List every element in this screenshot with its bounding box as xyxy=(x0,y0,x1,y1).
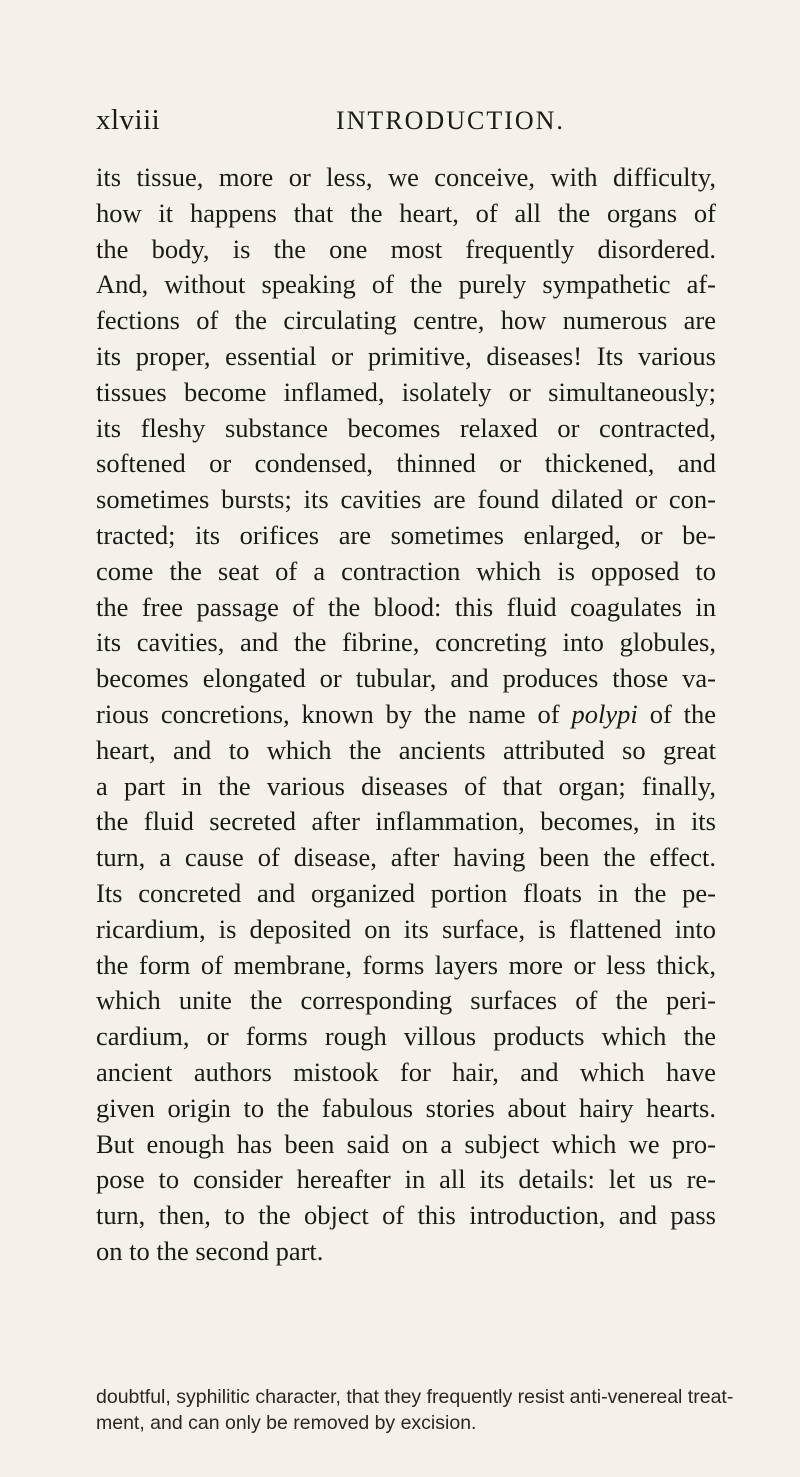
footnote xyxy=(96,1384,734,1436)
text-line: And, without speaking of the purely sympathetic af- xyxy=(96,269,716,300)
text-line: how it happens that the heart, of all the organs of xyxy=(96,197,716,228)
text-segment: of the xyxy=(649,698,717,729)
text-line: Its concreted and organized portion floats in the pe- xyxy=(96,877,716,908)
page-header xyxy=(96,104,716,144)
text-line: the free passage of the blood: this fluid coagulates in xyxy=(96,591,716,622)
footnote-line: ment, and can only be removed by excision. xyxy=(96,1412,477,1434)
text-line: pose to consider hereafter in all its details: let us re- xyxy=(96,1164,716,1195)
page-number: xlviii xyxy=(96,104,161,136)
text-line: heart, and to which the ancients attributed so great xyxy=(96,734,716,765)
text-line: ricardium, is deposited on its surface, is flattened into xyxy=(96,913,716,944)
text-line: fections of the circulating centre, how numerous are xyxy=(96,305,716,336)
text-line: its fleshy substance becomes relaxed or contracted, xyxy=(96,412,716,443)
text-segment: rious concretions, known by the name of xyxy=(96,698,560,729)
text-line: a part in the various diseases of that organ; finally, xyxy=(96,770,716,801)
text-line: which unite the corresponding surfaces of the peri- xyxy=(96,985,716,1016)
text-line: its proper, essential or primitive, diseases! Its various xyxy=(96,340,716,371)
text-line: the form of membrane, forms layers more or less thick, xyxy=(96,949,716,980)
body-paragraph xyxy=(96,160,716,1270)
text-line: becomes elongated or tubular, and produces those va- xyxy=(96,663,716,694)
text-line: tissues become inflamed, isolately or simultaneously; xyxy=(96,376,716,407)
text-line: come the seat of a contraction which is opposed to xyxy=(96,555,716,586)
text-line: given origin to the fabulous stories about hairy hearts. xyxy=(96,1092,716,1123)
text-line: the fluid secreted after inflammation, becomes, in its xyxy=(96,806,716,837)
text-line: turn, a cause of disease, after having been the effect. xyxy=(96,842,716,873)
text-line: its tissue, more or less, we conceive, with difficulty, xyxy=(96,162,716,192)
text-line: turn, then, to the object of this introduction, and pass xyxy=(96,1200,716,1231)
text-line: sometimes bursts; its cavities are found dilated or con- xyxy=(96,484,716,515)
text-line: ancient authors mistook for hair, and which have xyxy=(96,1056,716,1087)
text-line-with-italic xyxy=(96,697,716,733)
text-line: the body, is the one most frequently disordered. xyxy=(96,233,716,264)
text-line: its cavities, and the fibrine, concreting into globules, xyxy=(96,627,716,658)
text-line: cardium, or forms rough villous products which the xyxy=(96,1021,716,1052)
text-line: tracted; its orifices are sometimes enlarged, or be- xyxy=(96,519,716,550)
italic-term: polypi xyxy=(571,698,638,729)
text-line: on to the second part. xyxy=(96,1235,324,1266)
running-head: INTRODUCTION. xyxy=(336,106,565,135)
footnote-line: doubtful, syphilitic character, that they frequently resist anti-venereal treat- xyxy=(96,1386,734,1408)
text-line: softened or condensed, thinned or thickened, and xyxy=(96,448,716,479)
text-line: But enough has been said on a subject which we pro- xyxy=(96,1128,716,1159)
